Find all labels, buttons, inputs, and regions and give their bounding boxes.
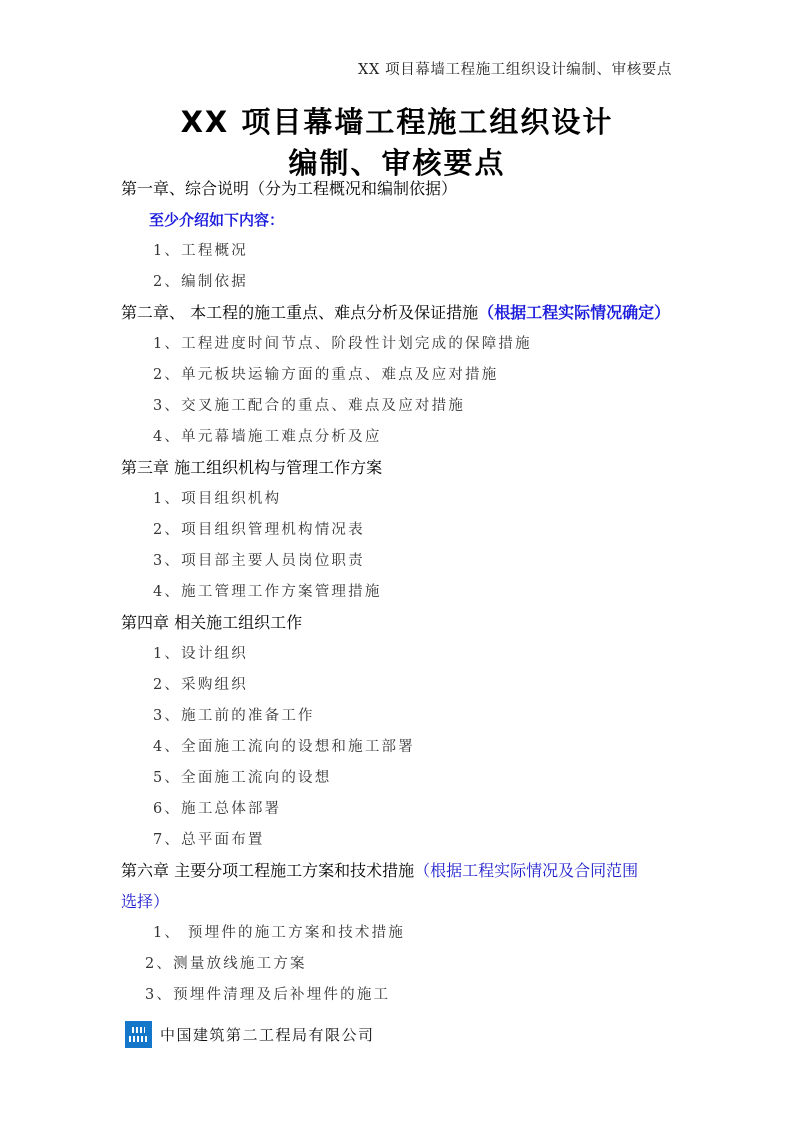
list-item: 4、全面施工流向的设想和施工部署 bbox=[153, 739, 415, 755]
cscec-logo-icon bbox=[125, 1021, 152, 1048]
company-name: 中国建筑第二工程局有限公司 bbox=[160, 1026, 375, 1044]
document-body bbox=[121, 177, 681, 1014]
list-item: 3、项目部主要人员岗位职责 bbox=[153, 553, 365, 569]
list-item: 1、工程进度时间节点、阶段性计划完成的保障措施 bbox=[153, 336, 532, 352]
chapter-2-heading bbox=[121, 301, 681, 332]
chapter-6-note-continued: 选择） bbox=[121, 892, 170, 911]
list-item: 3、交叉施工配合的重点、难点及应对措施 bbox=[153, 398, 466, 414]
list-item: 1、设计组织 bbox=[153, 646, 248, 662]
chapter-6-title: 第六章 主要分项工程施工方案和技术措施 bbox=[121, 861, 415, 880]
list-item: 3、施工前的准备工作 bbox=[153, 708, 315, 724]
chapter-6-note: （根据工程实际情况及合同范围 bbox=[414, 861, 639, 880]
list-item: 6、施工总体部署 bbox=[153, 801, 282, 817]
list-item: 1、 预埋件的施工方案和技术措施 bbox=[153, 925, 406, 941]
list-item: 5、全面施工流向的设想 bbox=[153, 770, 332, 786]
list-item: 4、单元幕墙施工难点分析及应 bbox=[153, 429, 382, 445]
list-item: 3、预埋件清理及后补埋件的施工 bbox=[145, 987, 391, 1003]
list-item: 2、项目组织管理机构情况表 bbox=[153, 522, 365, 538]
list-item: 4、施工管理工作方案管理措施 bbox=[153, 584, 382, 600]
chapter-1-subnote: 至少介绍如下内容： bbox=[149, 211, 285, 229]
list-item: 1、工程概况 bbox=[153, 243, 248, 259]
list-item: 1、项目组织机构 bbox=[153, 491, 282, 507]
list-item: 2、单元板块运输方面的重点、难点及应对措施 bbox=[153, 367, 499, 383]
list-item: 2、采购组织 bbox=[153, 677, 248, 693]
list-item: 2、编制依据 bbox=[153, 274, 248, 290]
chapter-6-heading bbox=[121, 859, 681, 890]
list-item: 2、测量放线施工方案 bbox=[145, 956, 307, 972]
list-item: 7、总平面布置 bbox=[153, 832, 265, 848]
chapter-3-heading: 第三章 施工组织机构与管理工作方案 bbox=[121, 458, 383, 477]
chapter-2-note: （根据工程实际情况确定） bbox=[478, 303, 671, 322]
running-header: XX 项目幕墙工程施工组织设计编制、审核要点 bbox=[358, 62, 672, 78]
document-title-line2: 编制、审核要点 bbox=[288, 146, 506, 180]
document-title-line1: XX 项目幕墙工程施工组织设计 bbox=[180, 105, 614, 139]
chapter-2-title: 第二章、 本工程的施工重点、难点分析及保证措施 bbox=[121, 303, 479, 322]
footer bbox=[125, 1021, 375, 1048]
chapter-1-heading: 第一章、综合说明（分为工程概况和编制依据） bbox=[121, 179, 458, 198]
chapter-4-heading: 第四章 相关施工组织工作 bbox=[121, 613, 303, 632]
